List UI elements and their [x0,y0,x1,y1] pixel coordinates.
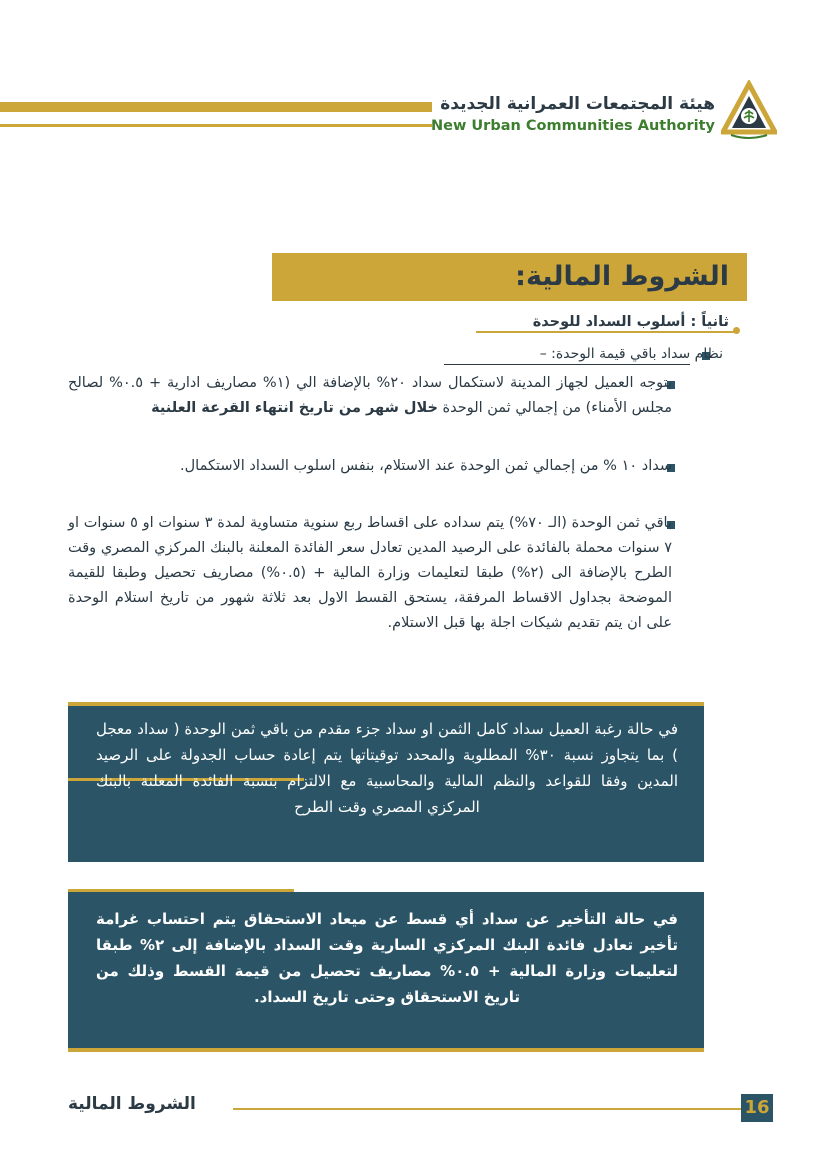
subsection-dot [733,327,740,334]
bullet-item: سداد ١٠ % من إجمالي ثمن الوحدة عند الاستلام، بنفس اسلوب السداد الاستكمال. [180,458,672,474]
page-number: 16 [741,1094,773,1122]
bullet-emphasis: خلال شهر من تاريخ انتهاء القرعة العلنية [151,400,438,416]
header-gold-line [0,124,432,127]
subsection-title: ثانياً : أسلوب السداد للوحدة [532,314,729,330]
note-text: في حالة التأخير عن سداد أي قسط عن ميعاد الاستحقاق يتم احتساب غرامة تأخير تعادل فائدة البنك المركزي السارية وقت السداد بالإضافة إلى ٢% طبقا لتعليمات وزارة المالية + ٠.٥% مصاريف تحصيل من قيمة القسط وذلك من تاريخ الاستحقاق وحتى تاريخ السداد. [96,910,679,1006]
nuca-logo [721,80,777,140]
header-gold-bar [0,102,432,112]
subsection-underline [476,331,738,333]
section-title: الشروط المالية: [515,261,729,292]
footer-line [233,1108,741,1110]
bullet-item: باقي ثمن الوحدة (الـ ٧٠%) يتم سداده على اقساط ربع سنوية متساوية لمدة ٣ سنوات او ٥ سنوات او ٧ سنوات محملة بالفائدة على الرصيد المدين تعادل سعر الفائدة المعلنة بالبنك المركزي المصري وقت الطرح بالإضافة الى (٢%) طبقا لتعليمات وزارة المالية + (٠.٥%) مصاريف تحصيل وطبقا للقيمة الموضحة بجداول الاقساط المرفقة، يستحق القسط الاول بعد ثلاثة شهور من تاريخ استلام الوحدة على ان يتم تقديم شيكات اجلة بها قبل الاستلام. [68,515,673,631]
payment-system-underline [444,364,690,365]
footer-title: الشروط المالية [68,1094,196,1114]
payment-system-label: نظام سداد باقي قيمة الوحدة: – [539,346,723,362]
note-bottom-bar [68,1048,704,1052]
bullet-item: يتوجه العميل لجهاز المدينة لاستكمال سداد ٢٠% بالإضافة الي (١% مصاريف ادارية + ٠.٥% لصالح مجلس الأمناء) من إجمالي ثمن الوحدة خلال شهر من تاريخ انتهاء القرعة العلنية [68,375,673,416]
org-name-english: New Urban Communities Authority [431,118,715,134]
org-name-arabic: هيئة المجتمعات العمرانية الجديدة [440,94,715,114]
note-text: في حالة رغبة العميل سداد كامل الثمن او سداد جزء مقدم من باقي ثمن الوحدة ( سداد معجل ) بما يتجاوز نسبة ٣٠% المطلوبة والمحدد توقيتاتها يتم إعادة حساب الجدولة على الرصيد المدين وفقا للقواعد والنظم المالية والمحاسبية مع الالتزام بنسبة الفائدة المعلنة بالبنك المركزي المصري وقت الطرح [96,720,678,816]
